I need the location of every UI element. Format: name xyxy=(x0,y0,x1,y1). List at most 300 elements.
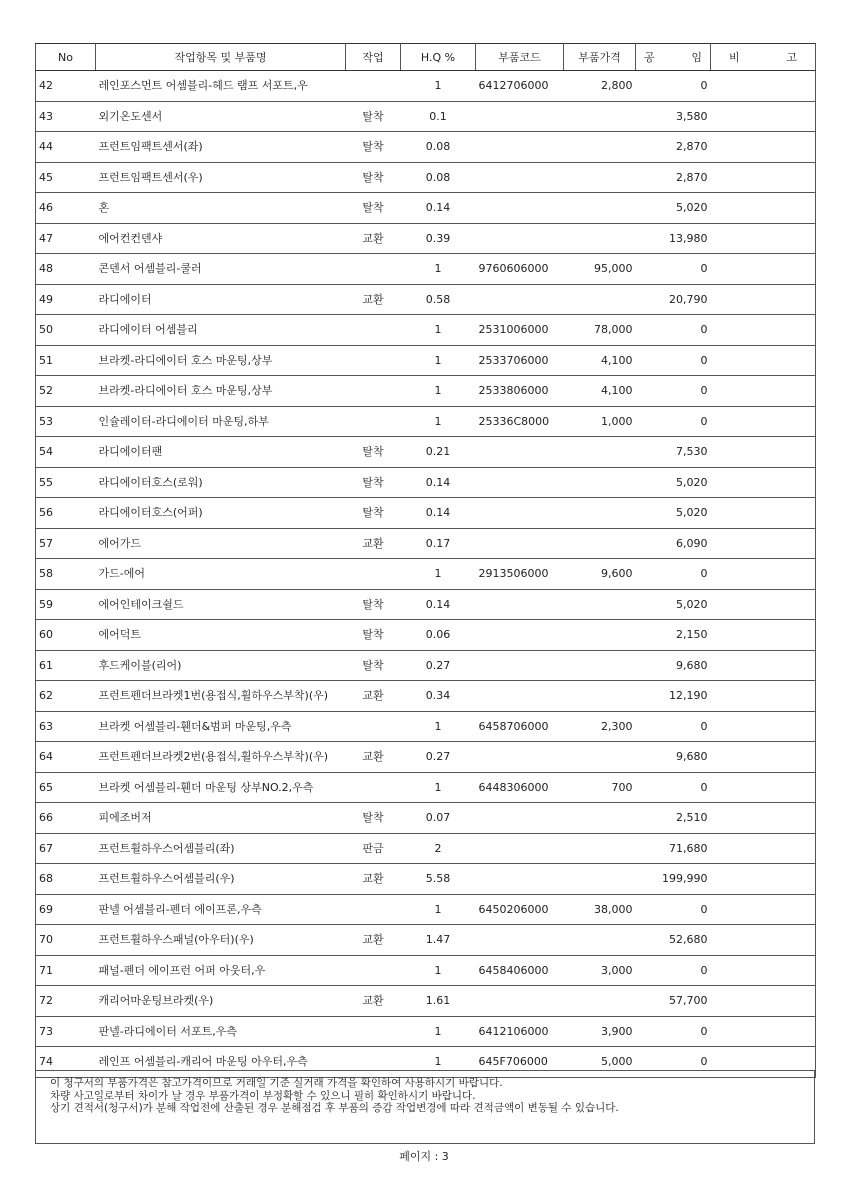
hq-value: 0.1 xyxy=(401,101,476,132)
part-code: 9760606000 xyxy=(476,254,564,285)
estimate-sheet xyxy=(35,43,815,1078)
item-name: 프런트펜더브라켓2번(용접식,휠하우스부착)(우) xyxy=(96,742,346,773)
header-part-price: 부품가격 xyxy=(564,44,636,71)
part-price xyxy=(564,925,636,956)
hq-value: 1 xyxy=(401,772,476,803)
work-type xyxy=(346,254,401,285)
labor-cost: 2,150 xyxy=(636,620,711,651)
remark-cell xyxy=(711,101,816,132)
row-number: 67 xyxy=(36,833,96,864)
work-type: 탈착 xyxy=(346,101,401,132)
remark-cell xyxy=(711,589,816,620)
remark-cell xyxy=(711,864,816,895)
table-row xyxy=(36,559,816,590)
part-price: 2,800 xyxy=(564,71,636,102)
table-row xyxy=(36,71,816,102)
labor-cost: 9,680 xyxy=(636,742,711,773)
work-type xyxy=(346,315,401,346)
hq-value: 1 xyxy=(401,955,476,986)
row-number: 57 xyxy=(36,528,96,559)
labor-cost: 13,980 xyxy=(636,223,711,254)
header-part-code: 부품코드 xyxy=(476,44,564,71)
row-number: 60 xyxy=(36,620,96,651)
row-number: 72 xyxy=(36,986,96,1017)
item-name: 브라켓 어셈블리-휀더 마운팅 상부NO.2,우측 xyxy=(96,772,346,803)
row-number: 55 xyxy=(36,467,96,498)
remark-cell xyxy=(711,711,816,742)
work-type: 탈착 xyxy=(346,589,401,620)
row-number: 48 xyxy=(36,254,96,285)
remark-cell xyxy=(711,162,816,193)
row-number: 49 xyxy=(36,284,96,315)
table-row xyxy=(36,193,816,224)
row-number: 66 xyxy=(36,803,96,834)
remark-cell xyxy=(711,254,816,285)
remark-cell xyxy=(711,315,816,346)
part-code: 6458406000 xyxy=(476,955,564,986)
labor-cost: 5,020 xyxy=(636,467,711,498)
part-code xyxy=(476,284,564,315)
remark-cell xyxy=(711,803,816,834)
work-type xyxy=(346,772,401,803)
row-number: 54 xyxy=(36,437,96,468)
part-price: 4,100 xyxy=(564,345,636,376)
labor-cost: 0 xyxy=(636,772,711,803)
table-row xyxy=(36,376,816,407)
part-code xyxy=(476,650,564,681)
table-row xyxy=(36,955,816,986)
part-code: 2531006000 xyxy=(476,315,564,346)
table-row xyxy=(36,803,816,834)
row-number: 70 xyxy=(36,925,96,956)
part-price: 2,300 xyxy=(564,711,636,742)
item-name: 라디에이터 어셈블리 xyxy=(96,315,346,346)
remark-cell xyxy=(711,132,816,163)
row-number: 69 xyxy=(36,894,96,925)
part-price xyxy=(564,101,636,132)
hq-value: 1 xyxy=(401,315,476,346)
work-type xyxy=(346,711,401,742)
work-type xyxy=(346,955,401,986)
table-row xyxy=(36,650,816,681)
labor-cost: 0 xyxy=(636,376,711,407)
work-type: 탈착 xyxy=(346,467,401,498)
hq-value: 0.06 xyxy=(401,620,476,651)
remark-cell xyxy=(711,528,816,559)
table-row xyxy=(36,894,816,925)
work-type xyxy=(346,406,401,437)
labor-cost: 57,700 xyxy=(636,986,711,1017)
hq-value: 1.61 xyxy=(401,986,476,1017)
remark-cell xyxy=(711,498,816,529)
hq-value: 1 xyxy=(401,559,476,590)
part-code: 645F706000 xyxy=(476,1047,564,1078)
part-code xyxy=(476,742,564,773)
hq-value: 0.14 xyxy=(401,498,476,529)
part-code xyxy=(476,223,564,254)
item-name: 판넬 어셈블리-펜더 에이프론,우측 xyxy=(96,894,346,925)
table-row xyxy=(36,833,816,864)
item-name: 프런트임팩트센서(우) xyxy=(96,162,346,193)
part-price: 78,000 xyxy=(564,315,636,346)
part-price xyxy=(564,681,636,712)
work-type: 탈착 xyxy=(346,132,401,163)
labor-cost: 20,790 xyxy=(636,284,711,315)
hq-value: 0.27 xyxy=(401,742,476,773)
row-number: 45 xyxy=(36,162,96,193)
remark-cell xyxy=(711,955,816,986)
labor-cost: 0 xyxy=(636,254,711,285)
hq-value: 0.34 xyxy=(401,681,476,712)
part-code xyxy=(476,528,564,559)
part-code: 2913506000 xyxy=(476,559,564,590)
part-price xyxy=(564,528,636,559)
row-number: 46 xyxy=(36,193,96,224)
part-code xyxy=(476,467,564,498)
table-row xyxy=(36,864,816,895)
labor-cost: 3,580 xyxy=(636,101,711,132)
table-header-row xyxy=(36,44,816,71)
item-name: 외기온도센서 xyxy=(96,101,346,132)
labor-cost: 9,680 xyxy=(636,650,711,681)
work-type xyxy=(346,71,401,102)
part-price xyxy=(564,864,636,895)
row-number: 61 xyxy=(36,650,96,681)
work-type: 탈착 xyxy=(346,498,401,529)
row-number: 58 xyxy=(36,559,96,590)
part-code xyxy=(476,162,564,193)
remark-cell xyxy=(711,742,816,773)
row-number: 52 xyxy=(36,376,96,407)
part-code xyxy=(476,803,564,834)
item-name: 라디에이터호스(어퍼) xyxy=(96,498,346,529)
item-name: 프런트휠하우스어셈블리(우) xyxy=(96,864,346,895)
table-row xyxy=(36,498,816,529)
hq-value: 0.08 xyxy=(401,132,476,163)
remark-cell xyxy=(711,894,816,925)
part-price: 38,000 xyxy=(564,894,636,925)
table-row xyxy=(36,528,816,559)
part-code xyxy=(476,193,564,224)
item-name: 에어인테이크쉴드 xyxy=(96,589,346,620)
item-name: 프런트임팩트센서(좌) xyxy=(96,132,346,163)
item-name: 가드-에어 xyxy=(96,559,346,590)
remark-cell xyxy=(711,223,816,254)
part-price xyxy=(564,742,636,773)
work-type: 탈착 xyxy=(346,650,401,681)
work-type xyxy=(346,376,401,407)
hq-value: 1 xyxy=(401,1047,476,1078)
hq-value: 0.58 xyxy=(401,284,476,315)
item-name: 캐리어마운팅브라켓(우) xyxy=(96,986,346,1017)
labor-cost: 71,680 xyxy=(636,833,711,864)
table-row xyxy=(36,772,816,803)
item-name: 혼 xyxy=(96,193,346,224)
row-number: 63 xyxy=(36,711,96,742)
table-row xyxy=(36,986,816,1017)
row-number: 42 xyxy=(36,71,96,102)
work-type: 판금 xyxy=(346,833,401,864)
table-row xyxy=(36,254,816,285)
table-row xyxy=(36,406,816,437)
labor-cost: 5,020 xyxy=(636,193,711,224)
remark-cell xyxy=(711,559,816,590)
hq-value: 1 xyxy=(401,376,476,407)
item-name: 브라켓-라디에이터 호스 마운팅,상부 xyxy=(96,345,346,376)
part-code xyxy=(476,101,564,132)
remark-cell xyxy=(711,925,816,956)
row-number: 74 xyxy=(36,1047,96,1078)
work-type: 교환 xyxy=(346,284,401,315)
table-row xyxy=(36,437,816,468)
table-row xyxy=(36,223,816,254)
hq-value: 0.14 xyxy=(401,193,476,224)
work-type: 탈착 xyxy=(346,437,401,468)
part-code: 6448306000 xyxy=(476,772,564,803)
labor-cost: 2,870 xyxy=(636,132,711,163)
labor-cost: 0 xyxy=(636,1047,711,1078)
part-price xyxy=(564,833,636,864)
hq-value: 0.14 xyxy=(401,589,476,620)
header-no: No xyxy=(36,44,96,71)
hq-value: 1 xyxy=(401,711,476,742)
part-code xyxy=(476,833,564,864)
part-code: 6412106000 xyxy=(476,1016,564,1047)
part-price: 5,000 xyxy=(564,1047,636,1078)
labor-cost: 52,680 xyxy=(636,925,711,956)
work-type: 교환 xyxy=(346,223,401,254)
labor-cost: 0 xyxy=(636,315,711,346)
row-number: 51 xyxy=(36,345,96,376)
table-row xyxy=(36,1016,816,1047)
row-number: 68 xyxy=(36,864,96,895)
remark-cell xyxy=(711,406,816,437)
item-name: 콘덴서 어셈블리-쿨러 xyxy=(96,254,346,285)
notice-line: 차량 사고일로부터 차이가 날 경우 부품가격이 부정확할 수 있으니 필히 확인하시기 바랍니다. xyxy=(50,1089,476,1102)
part-code xyxy=(476,864,564,895)
work-type: 탈착 xyxy=(346,620,401,651)
part-price xyxy=(564,803,636,834)
part-price xyxy=(564,498,636,529)
labor-cost: 2,510 xyxy=(636,803,711,834)
part-code xyxy=(476,925,564,956)
hq-value: 1 xyxy=(401,71,476,102)
part-price xyxy=(564,620,636,651)
remark-cell xyxy=(711,986,816,1017)
hq-value: 2 xyxy=(401,833,476,864)
remark-cell xyxy=(711,772,816,803)
part-code: 2533706000 xyxy=(476,345,564,376)
row-number: 43 xyxy=(36,101,96,132)
table-row xyxy=(36,681,816,712)
part-price xyxy=(564,193,636,224)
part-code: 25336C8000 xyxy=(476,406,564,437)
item-name: 판넬-라디에이터 서포트,우측 xyxy=(96,1016,346,1047)
part-price xyxy=(564,162,636,193)
work-type: 교환 xyxy=(346,742,401,773)
part-code xyxy=(476,589,564,620)
work-type xyxy=(346,559,401,590)
hq-value: 1 xyxy=(401,345,476,376)
labor-cost: 0 xyxy=(636,559,711,590)
labor-cost: 199,990 xyxy=(636,864,711,895)
row-number: 53 xyxy=(36,406,96,437)
labor-cost: 0 xyxy=(636,894,711,925)
part-code xyxy=(476,498,564,529)
part-code xyxy=(476,681,564,712)
hq-value: 1 xyxy=(401,894,476,925)
work-type: 교환 xyxy=(346,681,401,712)
part-price: 1,000 xyxy=(564,406,636,437)
work-type: 탈착 xyxy=(346,803,401,834)
hq-value: 0.07 xyxy=(401,803,476,834)
part-price xyxy=(564,284,636,315)
hq-value: 0.08 xyxy=(401,162,476,193)
labor-cost: 0 xyxy=(636,406,711,437)
hq-value: 1 xyxy=(401,1016,476,1047)
work-type xyxy=(346,345,401,376)
part-price xyxy=(564,467,636,498)
header-labor: 공 임 xyxy=(636,44,711,71)
item-name: 레인포스먼트 어셈블리-헤드 램프 서포트,우 xyxy=(96,71,346,102)
item-name: 에어컨컨덴샤 xyxy=(96,223,346,254)
part-price xyxy=(564,986,636,1017)
row-number: 59 xyxy=(36,589,96,620)
part-price: 3,000 xyxy=(564,955,636,986)
work-type xyxy=(346,894,401,925)
header-remark: 비 고 xyxy=(711,44,816,71)
table-row xyxy=(36,132,816,163)
remark-cell xyxy=(711,467,816,498)
part-price xyxy=(564,589,636,620)
labor-cost: 0 xyxy=(636,711,711,742)
remark-cell xyxy=(711,833,816,864)
row-number: 47 xyxy=(36,223,96,254)
row-number: 62 xyxy=(36,681,96,712)
work-type: 교환 xyxy=(346,925,401,956)
item-name: 인슐레이터-라디에이터 마운팅,하부 xyxy=(96,406,346,437)
labor-cost: 7,530 xyxy=(636,437,711,468)
item-name: 레인프 어셈블리-캐리어 마운팅 아우터,우측 xyxy=(96,1047,346,1078)
labor-cost: 5,020 xyxy=(636,589,711,620)
item-name: 에어가드 xyxy=(96,528,346,559)
hq-value: 5.58 xyxy=(401,864,476,895)
table-row xyxy=(36,101,816,132)
table-row xyxy=(36,589,816,620)
row-number: 65 xyxy=(36,772,96,803)
part-price: 4,100 xyxy=(564,376,636,407)
part-price xyxy=(564,437,636,468)
hq-value: 0.39 xyxy=(401,223,476,254)
notice-line: 이 청구서의 부품가격은 참고가격이므로 거래일 기준 실거래 가격을 확인하여 사용하시기 바랍니다. xyxy=(50,1077,503,1089)
remark-cell xyxy=(711,437,816,468)
row-number: 73 xyxy=(36,1016,96,1047)
work-type: 탈착 xyxy=(346,193,401,224)
work-type: 교환 xyxy=(346,986,401,1017)
table-row xyxy=(36,284,816,315)
remark-cell xyxy=(711,620,816,651)
labor-cost: 2,870 xyxy=(636,162,711,193)
table-row xyxy=(36,742,816,773)
table-row xyxy=(36,345,816,376)
work-type: 교환 xyxy=(346,864,401,895)
table-row xyxy=(36,162,816,193)
labor-cost: 0 xyxy=(636,345,711,376)
table-body xyxy=(36,71,816,1078)
part-price xyxy=(564,650,636,681)
part-code xyxy=(476,132,564,163)
table-row xyxy=(36,925,816,956)
part-code xyxy=(476,620,564,651)
labor-cost: 5,020 xyxy=(636,498,711,529)
item-name: 에어덕트 xyxy=(96,620,346,651)
labor-cost: 12,190 xyxy=(636,681,711,712)
notice-box xyxy=(35,1070,815,1144)
remark-cell xyxy=(711,650,816,681)
row-number: 71 xyxy=(36,955,96,986)
header-hq: H.Q % xyxy=(401,44,476,71)
row-number: 56 xyxy=(36,498,96,529)
remark-cell xyxy=(711,193,816,224)
labor-cost: 0 xyxy=(636,955,711,986)
header-item-name: 작업항목 및 부품명 xyxy=(96,44,346,71)
item-name: 라디에이터호스(로워) xyxy=(96,467,346,498)
table-row xyxy=(36,467,816,498)
part-price xyxy=(564,223,636,254)
table-row xyxy=(36,711,816,742)
labor-cost: 6,090 xyxy=(636,528,711,559)
table-row xyxy=(36,620,816,651)
hq-value: 1 xyxy=(401,254,476,285)
labor-cost: 0 xyxy=(636,1016,711,1047)
row-number: 50 xyxy=(36,315,96,346)
item-name: 프런트휠하우스패널(아우터)(우) xyxy=(96,925,346,956)
notice-line: 상기 견적서(청구서)가 분해 작업전에 산출된 경우 분해점검 후 부품의 증감 작업변경에 따라 견적금액이 변동될 수 있습니다. xyxy=(50,1102,619,1114)
hq-value: 1 xyxy=(401,406,476,437)
item-name: 브라켓 어셈블리-휀더&범퍼 마운팅,우측 xyxy=(96,711,346,742)
hq-value: 1.47 xyxy=(401,925,476,956)
labor-cost: 0 xyxy=(636,71,711,102)
part-price: 9,600 xyxy=(564,559,636,590)
estimate-table xyxy=(35,43,816,1078)
item-name: 패널-펜더 에이프런 어퍼 아웃터,우 xyxy=(96,955,346,986)
work-type: 교환 xyxy=(346,528,401,559)
item-name: 브라켓-라디에이터 호스 마운팅,상부 xyxy=(96,376,346,407)
part-code: 6450206000 xyxy=(476,894,564,925)
item-name: 라디에이터팬 xyxy=(96,437,346,468)
page-number: 페이지 : 3 xyxy=(399,1150,449,1163)
work-type xyxy=(346,1016,401,1047)
part-price: 95,000 xyxy=(564,254,636,285)
item-name: 프런트휠하우스어셈블리(좌) xyxy=(96,833,346,864)
part-code: 6412706000 xyxy=(476,71,564,102)
item-name: 후드케이블(리어) xyxy=(96,650,346,681)
hq-value: 0.27 xyxy=(401,650,476,681)
part-price: 700 xyxy=(564,772,636,803)
remark-cell xyxy=(711,71,816,102)
hq-value: 0.17 xyxy=(401,528,476,559)
remark-cell xyxy=(711,376,816,407)
hq-value: 0.21 xyxy=(401,437,476,468)
item-name: 피에조버저 xyxy=(96,803,346,834)
part-code: 6458706000 xyxy=(476,711,564,742)
row-number: 64 xyxy=(36,742,96,773)
remark-cell xyxy=(711,681,816,712)
part-code xyxy=(476,437,564,468)
remark-cell xyxy=(711,345,816,376)
part-code: 2533806000 xyxy=(476,376,564,407)
table-row xyxy=(36,315,816,346)
